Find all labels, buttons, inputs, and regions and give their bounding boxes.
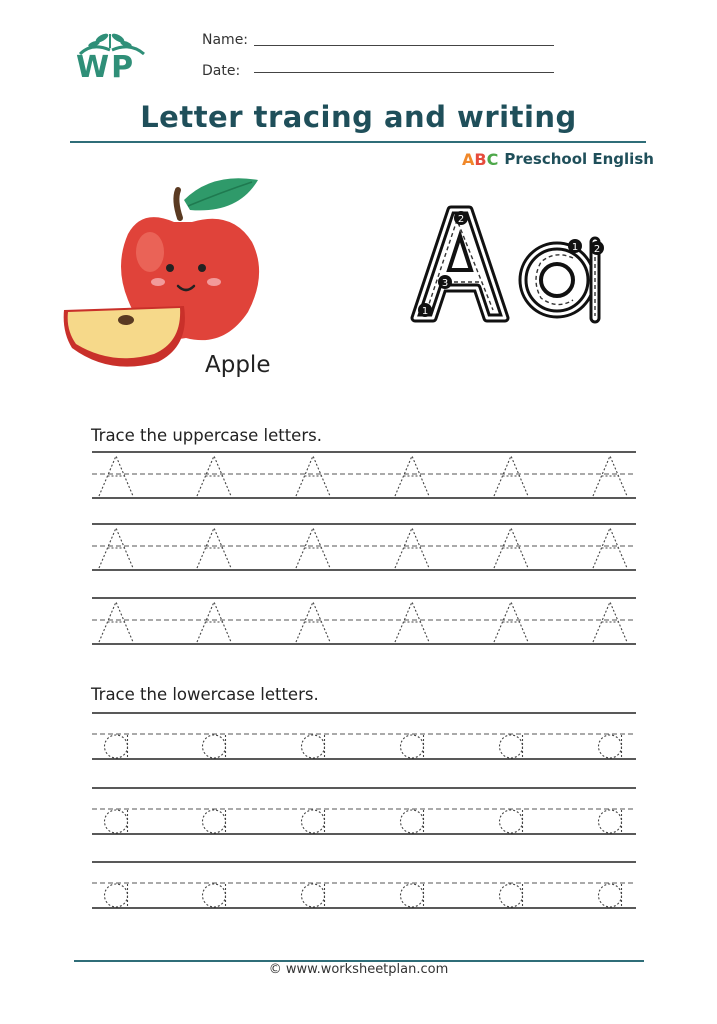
traceable-letter-lowercase-a	[105, 735, 128, 758]
traceable-letter-uppercase-a	[197, 456, 231, 496]
traceable-letter-uppercase-a	[296, 602, 330, 642]
traceable-letter-lowercase-a	[203, 884, 226, 907]
traceable-letter-uppercase-a	[494, 602, 528, 642]
uppercase-instruction: Trace the uppercase letters.	[91, 426, 322, 445]
traceable-letter-uppercase-a	[395, 602, 429, 642]
name-label: Name:	[202, 32, 249, 48]
traceable-letter-uppercase-a	[99, 602, 133, 642]
traceable-letter-lowercase-a	[401, 735, 424, 758]
svg-text:2: 2	[457, 214, 465, 225]
traceable-letter-lowercase-a	[203, 735, 226, 758]
traceable-letter-uppercase-a	[593, 528, 627, 568]
traceable-letter-lowercase-a	[599, 735, 622, 758]
traceable-letter-uppercase-a	[593, 602, 627, 642]
traceable-letter-lowercase-a	[302, 810, 325, 833]
traceable-letter-uppercase-a	[197, 602, 231, 642]
traceable-letter-lowercase-a	[500, 884, 523, 907]
traceable-letter-uppercase-a	[593, 456, 627, 496]
traceable-letter-uppercase-a	[494, 528, 528, 568]
traceable-letter-lowercase-a	[500, 810, 523, 833]
svg-text:3: 3	[441, 278, 449, 289]
traceable-letter-uppercase-a	[395, 456, 429, 496]
page-title: Letter tracing and writing	[140, 100, 577, 134]
traceable-letter-lowercase-a	[302, 884, 325, 907]
traceable-letter-lowercase-a	[302, 735, 325, 758]
traceable-letter-lowercase-a	[105, 884, 128, 907]
traceable-letter-lowercase-a	[401, 884, 424, 907]
svg-text:1: 1	[421, 306, 429, 317]
footer-credit: © www.worksheetplan.com	[268, 962, 449, 977]
svg-text:1: 1	[571, 242, 579, 253]
traceable-letter-lowercase-a	[401, 810, 424, 833]
traceable-letter-uppercase-a	[494, 456, 528, 496]
traceable-letter-uppercase-a	[197, 528, 231, 568]
svg-text:2: 2	[593, 244, 601, 255]
traceable-letter-lowercase-a	[599, 884, 622, 907]
traceable-letter-uppercase-a	[395, 528, 429, 568]
lowercase-instruction: Trace the lowercase letters.	[91, 685, 319, 704]
traceable-letter-uppercase-a	[99, 456, 133, 496]
traceable-letter-lowercase-a	[599, 810, 622, 833]
logo-text: WP	[76, 50, 136, 85]
picture-word: Apple	[205, 352, 271, 378]
traceable-letter-uppercase-a	[99, 528, 133, 568]
traceable-letter-lowercase-a	[105, 810, 128, 833]
traceable-letter-uppercase-a	[296, 456, 330, 496]
abc-icon: ABC	[462, 149, 499, 169]
traceable-letter-uppercase-a	[296, 528, 330, 568]
brand-label: Preschool English	[504, 150, 654, 168]
traceable-letter-lowercase-a	[203, 810, 226, 833]
traceable-letter-lowercase-a	[500, 735, 523, 758]
date-label: Date:	[202, 63, 241, 79]
